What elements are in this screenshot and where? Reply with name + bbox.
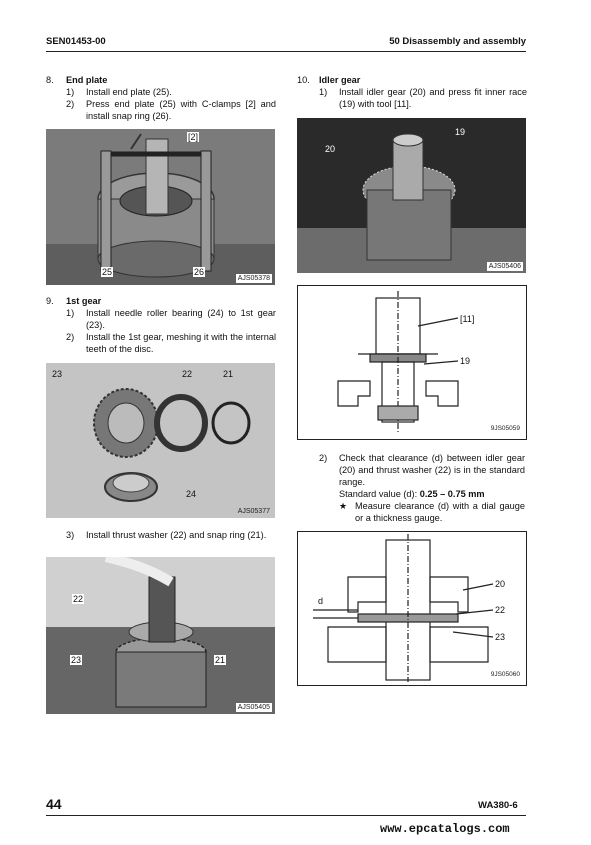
footer-rule — [46, 815, 526, 816]
label-22: 22 — [182, 369, 193, 379]
standard-range: 0.25 – 0.75 mm — [419, 489, 485, 499]
model-name: WA380-6 — [478, 800, 518, 811]
label-25: 25 — [102, 267, 113, 277]
step-8 — [46, 74, 276, 122]
step-number: 9. — [46, 296, 54, 306]
doc-id: SEN01453-00 — [46, 36, 106, 47]
instruction-text: Install idler gear (20) and press fit inner race (19) with tool [11]. — [339, 87, 527, 109]
sub-number: 2) — [66, 332, 75, 342]
label-tool-11: [11] — [460, 314, 475, 324]
sub-number: 1) — [66, 87, 75, 97]
sub-number: 2) — [66, 99, 75, 109]
label-21: 21 — [223, 369, 234, 379]
photo-code: AJS05378 — [237, 275, 270, 282]
instruction-text: Press end plate (25) with C-clamps [2] and install snap ring (26). — [86, 99, 276, 121]
step-number: 8. — [46, 75, 54, 85]
drawing-clearance — [297, 531, 527, 686]
chapter-title: 50 Disassembly and assembly — [389, 36, 526, 47]
label-19: 19 — [460, 356, 471, 366]
instruction-text: Install thrust washer (22) and snap ring (21). — [86, 530, 267, 540]
step-9 — [46, 295, 276, 355]
website-link[interactable]: www.epcatalogs.com — [380, 822, 510, 836]
step-number: 10. — [297, 75, 310, 85]
sub-number: 1) — [319, 87, 328, 97]
photo-1st-gear — [46, 363, 275, 518]
photo-code: AJS05377 — [237, 508, 270, 515]
drawing-press-fit — [297, 285, 527, 440]
label-22: 22 — [495, 605, 506, 615]
step-title: End plate — [66, 75, 108, 85]
instruction-text: Check that clearance (d) between idler gear (20) and thrust washer (22) is in the standard range. — [339, 453, 525, 487]
star-icon: ★ — [339, 501, 348, 511]
label-19: 19 — [455, 127, 466, 137]
sub-number: 2) — [319, 453, 328, 463]
standard-label: Standard value (d): — [339, 489, 420, 499]
instruction-text: Install the 1st gear, meshing it with the internal teeth of the disc. — [86, 332, 276, 354]
step-title: 1st gear — [66, 296, 102, 306]
step-10-sub-2 — [319, 452, 525, 524]
instruction-text: Install end plate (25). — [86, 87, 172, 97]
page-number: 44 — [46, 796, 62, 812]
label-21: 21 — [215, 655, 226, 665]
sub-number: 3) — [66, 530, 75, 540]
note-text: Measure clearance (d) with a dial gauge or a thickness gauge. — [355, 501, 525, 523]
photo-code: AJS05406 — [488, 263, 521, 270]
step-title: Idler gear — [319, 75, 361, 85]
label-tool-2: [2] — [188, 132, 199, 142]
photo-idler-gear — [297, 118, 526, 273]
label-d: d — [318, 596, 324, 606]
photo-thrust-washer — [46, 557, 275, 714]
label-23: 23 — [52, 369, 63, 379]
photo-code: AJS05405 — [237, 704, 270, 711]
standard-value — [319, 488, 525, 500]
label-24: 24 — [186, 489, 197, 499]
photo-end-plate — [46, 129, 275, 285]
step-10 — [297, 74, 527, 110]
label-20: 20 — [325, 144, 336, 154]
instruction-text: Install needle roller bearing (24) to 1st gear (23). — [86, 308, 276, 330]
header-rule — [46, 51, 526, 52]
drawing-code: 9JS05060 — [490, 671, 520, 678]
label-23: 23 — [71, 655, 82, 665]
sub-number: 1) — [66, 308, 75, 318]
label-26: 26 — [194, 267, 205, 277]
step-9-sub-3 — [66, 529, 276, 541]
label-20: 20 — [495, 579, 506, 589]
label-22: 22 — [73, 594, 84, 604]
drawing-code: 9JS05059 — [490, 425, 520, 432]
label-23: 23 — [495, 632, 506, 642]
